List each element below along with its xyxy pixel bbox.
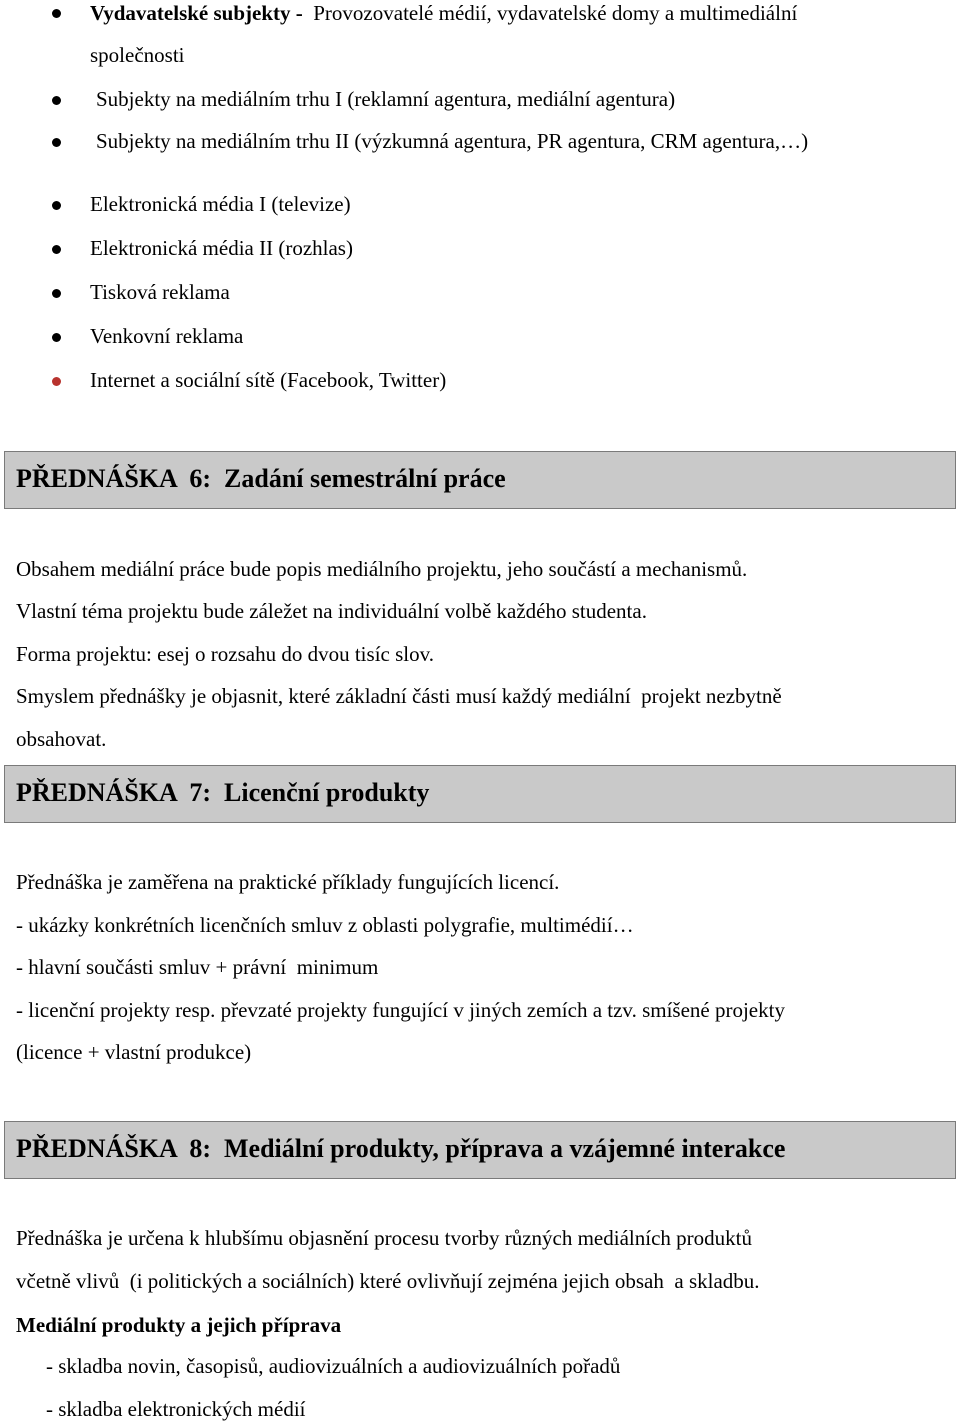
lecture-7-heading: PŘEDNÁŠKA 7: Licenční produkty [16, 778, 430, 807]
paragraph-line: - hlavní součásti smluv + právní minimum [16, 955, 379, 979]
list-item: Venkovní reklama [90, 324, 244, 348]
paragraph-line: Smyslem přednášky je objasnit, které základní části musí každý mediální projekt nezbytně [16, 684, 782, 708]
list-item: Tisková reklama [90, 280, 230, 304]
list-item: - skladba elektronických médií [46, 1397, 306, 1421]
list-item: Elektronická média II (rozhlas) [90, 236, 353, 260]
bullet-icon [52, 96, 61, 105]
list-item [90, 0, 797, 26]
subheading: Mediální produkty a jejich příprava [16, 1313, 342, 1337]
bullet-icon [52, 245, 61, 254]
paragraph-line: Forma projektu: esej o rozsahu do dvou tisíc slov. [16, 642, 434, 666]
list-item-continuation: společnosti [90, 43, 185, 67]
bullet-icon [52, 377, 61, 386]
paragraph-line: - ukázky konkrétních licenčních smluv z oblasti polygrafie, multimédií… [16, 913, 634, 937]
list-item: Subjekty na mediálním trhu II (výzkumná agentura, PR agentura, CRM agentura,…) [96, 129, 809, 153]
paragraph-line: Přednáška je zaměřena na praktické příklady fungujících licencí. [16, 870, 560, 894]
paragraph-line: Obsahem mediální práce bude popis mediálního projektu, jeho součástí a mechanismů. [16, 557, 748, 581]
list-item: - skladba novin, časopisů, audiovizuálních a audiovizuálních pořadů [46, 1354, 621, 1378]
list-item-bold-label: Vydavatelské subjekty - [90, 1, 303, 25]
lecture-8-heading: PŘEDNÁŠKA 8: Mediální produkty, příprava a vzájemné interakce [16, 1134, 786, 1163]
bullet-icon [52, 201, 61, 210]
lecture-8-heading-box [4, 1121, 956, 1179]
bullet-icon [52, 289, 61, 298]
paragraph-line: Přednáška je určena k hlubšímu objasnění procesu tvorby různých mediálních produktů [16, 1226, 752, 1250]
list-item: Internet a sociální sítě (Facebook, Twitter) [90, 368, 447, 392]
paragraph-line: Vlastní téma projektu bude záležet na individuální volbě každého studenta. [16, 599, 647, 623]
paragraph-line: obsahovat. [16, 727, 107, 751]
list-item: Subjekty na mediálním trhu I (reklamní agentura, mediální agentura) [96, 87, 676, 111]
paragraph-line: včetně vlivů (i politických a sociálních) které ovlivňují zejména jejich obsah a skladbu. [16, 1269, 760, 1293]
lecture-6-heading: PŘEDNÁŠKA 6: Zadání semestrální práce [16, 464, 506, 493]
list-item-label: Provozovatelé médií, vydavatelské domy a multimediální [302, 1, 798, 25]
list-item: Elektronická média I (televize) [90, 192, 351, 216]
paragraph-line: - licenční projekty resp. převzaté projekty fungující v jiných zemích a tzv. smíšené projekty [16, 998, 785, 1022]
lecture-7-heading-box [4, 765, 956, 823]
lecture-6-heading-box [4, 451, 956, 509]
bullet-icon [52, 9, 61, 18]
bullet-icon [52, 333, 61, 342]
paragraph-line: (licence + vlastní produkce) [16, 1040, 252, 1064]
bullet-icon [52, 138, 61, 147]
